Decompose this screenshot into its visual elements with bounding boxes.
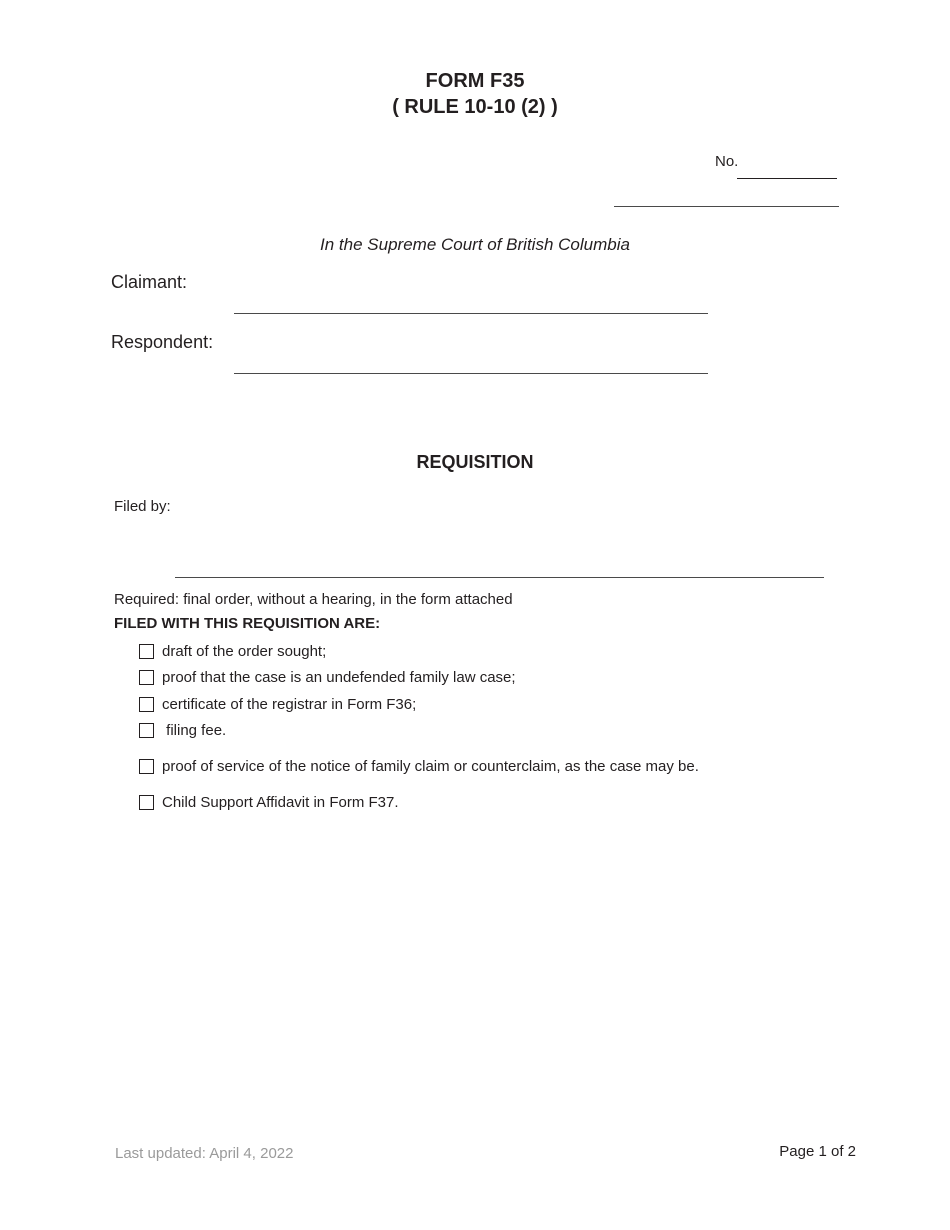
last-updated: Last updated: April 4, 2022 bbox=[115, 1145, 294, 1162]
required-text: Required: final order, without a hearing, in the form attached bbox=[114, 591, 513, 608]
checkbox[interactable] bbox=[139, 723, 154, 738]
checklist-item[interactable] bbox=[139, 641, 326, 661]
respondent-label: Respondent: bbox=[111, 332, 214, 352]
checkbox[interactable] bbox=[139, 697, 154, 712]
checklist-item-label: Child Support Affidavit in Form F37. bbox=[162, 793, 399, 811]
checklist-item-label: certificate of the registrar in Form F36; bbox=[162, 695, 417, 713]
claimant-label: Claimant: bbox=[111, 272, 188, 292]
court-name: In the Supreme Court of British Columbia bbox=[320, 235, 630, 254]
checkbox[interactable] bbox=[139, 670, 154, 685]
checklist-item-label: draft of the order sought; bbox=[162, 642, 327, 660]
checklist-item[interactable] bbox=[139, 720, 226, 740]
checklist-item-label: filing fee. bbox=[162, 721, 227, 739]
file-number-label: No. bbox=[715, 153, 739, 170]
page-number: Page 1 of 2 bbox=[779, 1143, 856, 1160]
checklist-item[interactable] bbox=[139, 756, 699, 776]
form-title: FORM F35 bbox=[425, 70, 525, 92]
checklist-item[interactable] bbox=[139, 667, 516, 687]
respondent-field[interactable] bbox=[234, 346, 708, 374]
document-title: REQUISITION bbox=[416, 452, 534, 472]
form-rule: ( RULE 10-10 (2) ) bbox=[392, 96, 558, 118]
claimant-field[interactable] bbox=[234, 286, 708, 314]
checklist-item-label: proof of service of the notice of family claim or counterclaim, as the case may be. bbox=[162, 757, 699, 775]
checkbox[interactable] bbox=[139, 795, 154, 810]
checkbox[interactable] bbox=[139, 644, 154, 659]
checkbox[interactable] bbox=[139, 759, 154, 774]
registry-line bbox=[614, 206, 839, 207]
checklist-item-label: proof that the case is an undefended family law case; bbox=[162, 668, 516, 686]
filed-with-heading: FILED WITH THIS REQUISITION ARE: bbox=[114, 615, 381, 632]
filed-by-field[interactable] bbox=[175, 540, 824, 578]
checklist-item[interactable] bbox=[139, 792, 399, 812]
filed-by-label: Filed by: bbox=[114, 498, 171, 515]
checklist-item[interactable] bbox=[139, 694, 416, 714]
file-number-field[interactable] bbox=[737, 153, 837, 179]
